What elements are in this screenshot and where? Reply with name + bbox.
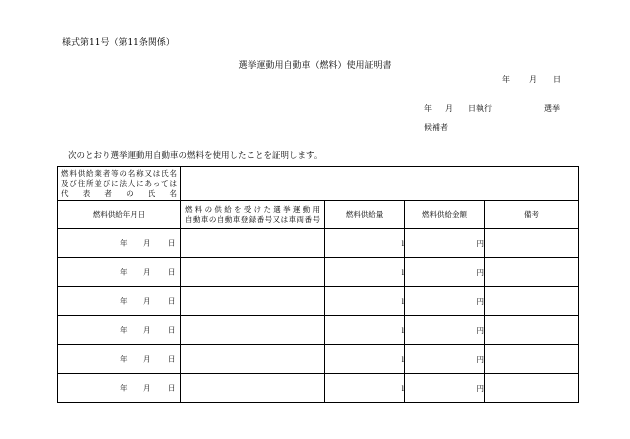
fuel-quantity-field[interactable]: l: [325, 287, 405, 316]
day-label: 日: [168, 383, 176, 393]
supply-date-field[interactable]: [58, 287, 181, 316]
fuel-amount-field[interactable]: 円: [405, 374, 485, 403]
remarks-field[interactable]: [485, 258, 579, 287]
vehicle-number-field[interactable]: [181, 316, 325, 345]
supplier-label-line: 代 表 者 の 氏 名: [61, 188, 177, 198]
header-vehicle-line: 自動車の自動車登録番号又は車両番号: [185, 214, 320, 224]
supplier-value-field[interactable]: [181, 167, 579, 201]
year-label: 年: [120, 296, 128, 306]
header-row: [58, 201, 579, 229]
fuel-amount-field[interactable]: 円: [405, 229, 485, 258]
table-row: [58, 229, 579, 258]
month-label: 月: [143, 325, 151, 335]
election-label: 選挙: [544, 104, 560, 113]
supply-date-field[interactable]: [58, 316, 181, 345]
day-label: 日: [168, 267, 176, 277]
supplier-label-line: 燃料供給業者等の名称又は氏名: [61, 168, 177, 178]
fuel-amount-field[interactable]: 円: [405, 316, 485, 345]
fuel-quantity-field[interactable]: l: [325, 229, 405, 258]
fuel-quantity-field[interactable]: l: [325, 316, 405, 345]
document-title: 選挙運動用自動車（燃料）使用証明書: [238, 61, 392, 71]
supply-date-field[interactable]: [58, 374, 181, 403]
supplier-row: [58, 167, 579, 201]
vehicle-number-field[interactable]: [181, 229, 325, 258]
remarks-field[interactable]: [485, 345, 579, 374]
month-label: 月: [143, 296, 151, 306]
date-month-label: 月: [529, 75, 537, 84]
certification-statement: 次のとおり選挙運動用自動車の燃料を使用したことを証明します。: [68, 151, 323, 161]
table-row: [58, 374, 579, 403]
election-year-label: 年: [424, 104, 432, 113]
day-label: 日: [168, 296, 176, 306]
supply-date-field[interactable]: [58, 345, 181, 374]
day-label: 日: [168, 354, 176, 364]
fuel-quantity-field[interactable]: l: [325, 374, 405, 403]
supplier-label-line: 及び住所並びに法人にあっては: [61, 178, 177, 188]
month-label: 月: [143, 354, 151, 364]
day-label: 日: [168, 325, 176, 335]
fuel-amount-field[interactable]: 円: [405, 345, 485, 374]
supplier-label-cell: [58, 167, 181, 201]
month-label: 月: [143, 267, 151, 277]
date-day-label: 日: [553, 75, 561, 84]
month-label: 月: [143, 238, 151, 248]
header-vehicle-number: [181, 201, 325, 229]
supply-date-field[interactable]: [58, 258, 181, 287]
month-label: 月: [143, 383, 151, 393]
fuel-amount-field[interactable]: 円: [405, 287, 485, 316]
header-fuel-quantity: 燃料供給量: [325, 201, 405, 229]
year-label: 年: [120, 383, 128, 393]
table-row: [58, 345, 579, 374]
remarks-field[interactable]: [485, 287, 579, 316]
remarks-field[interactable]: [485, 229, 579, 258]
date-year-label: 年: [502, 75, 510, 84]
header-remarks: 備考: [485, 201, 579, 229]
vehicle-number-field[interactable]: [181, 374, 325, 403]
election-day-exec-label: 日執行: [468, 104, 492, 113]
election-month-label: 月: [445, 104, 453, 113]
fuel-quantity-field[interactable]: l: [325, 345, 405, 374]
year-label: 年: [120, 325, 128, 335]
form-number: 様式第11号（第11条関係）: [62, 38, 175, 48]
table-row: [58, 316, 579, 345]
remarks-field[interactable]: [485, 374, 579, 403]
vehicle-number-field[interactable]: [181, 287, 325, 316]
day-label: 日: [168, 238, 176, 248]
fuel-quantity-field[interactable]: l: [325, 258, 405, 287]
table-row: [58, 287, 579, 316]
table-row: [58, 258, 579, 287]
year-label: 年: [120, 354, 128, 364]
header-supply-date: 燃料供給年月日: [58, 201, 181, 229]
vehicle-number-field[interactable]: [181, 258, 325, 287]
supply-date-field[interactable]: [58, 229, 181, 258]
fuel-usage-table: [57, 166, 579, 403]
vehicle-number-field[interactable]: [181, 345, 325, 374]
header-vehicle-line: 燃料の供給を受けた選挙運動用: [185, 204, 320, 214]
remarks-field[interactable]: [485, 316, 579, 345]
year-label: 年: [120, 238, 128, 248]
year-label: 年: [120, 267, 128, 277]
header-fuel-amount: 燃料供給金額: [405, 201, 485, 229]
fuel-amount-field[interactable]: 円: [405, 258, 485, 287]
candidate-label: 候補者: [424, 123, 448, 132]
